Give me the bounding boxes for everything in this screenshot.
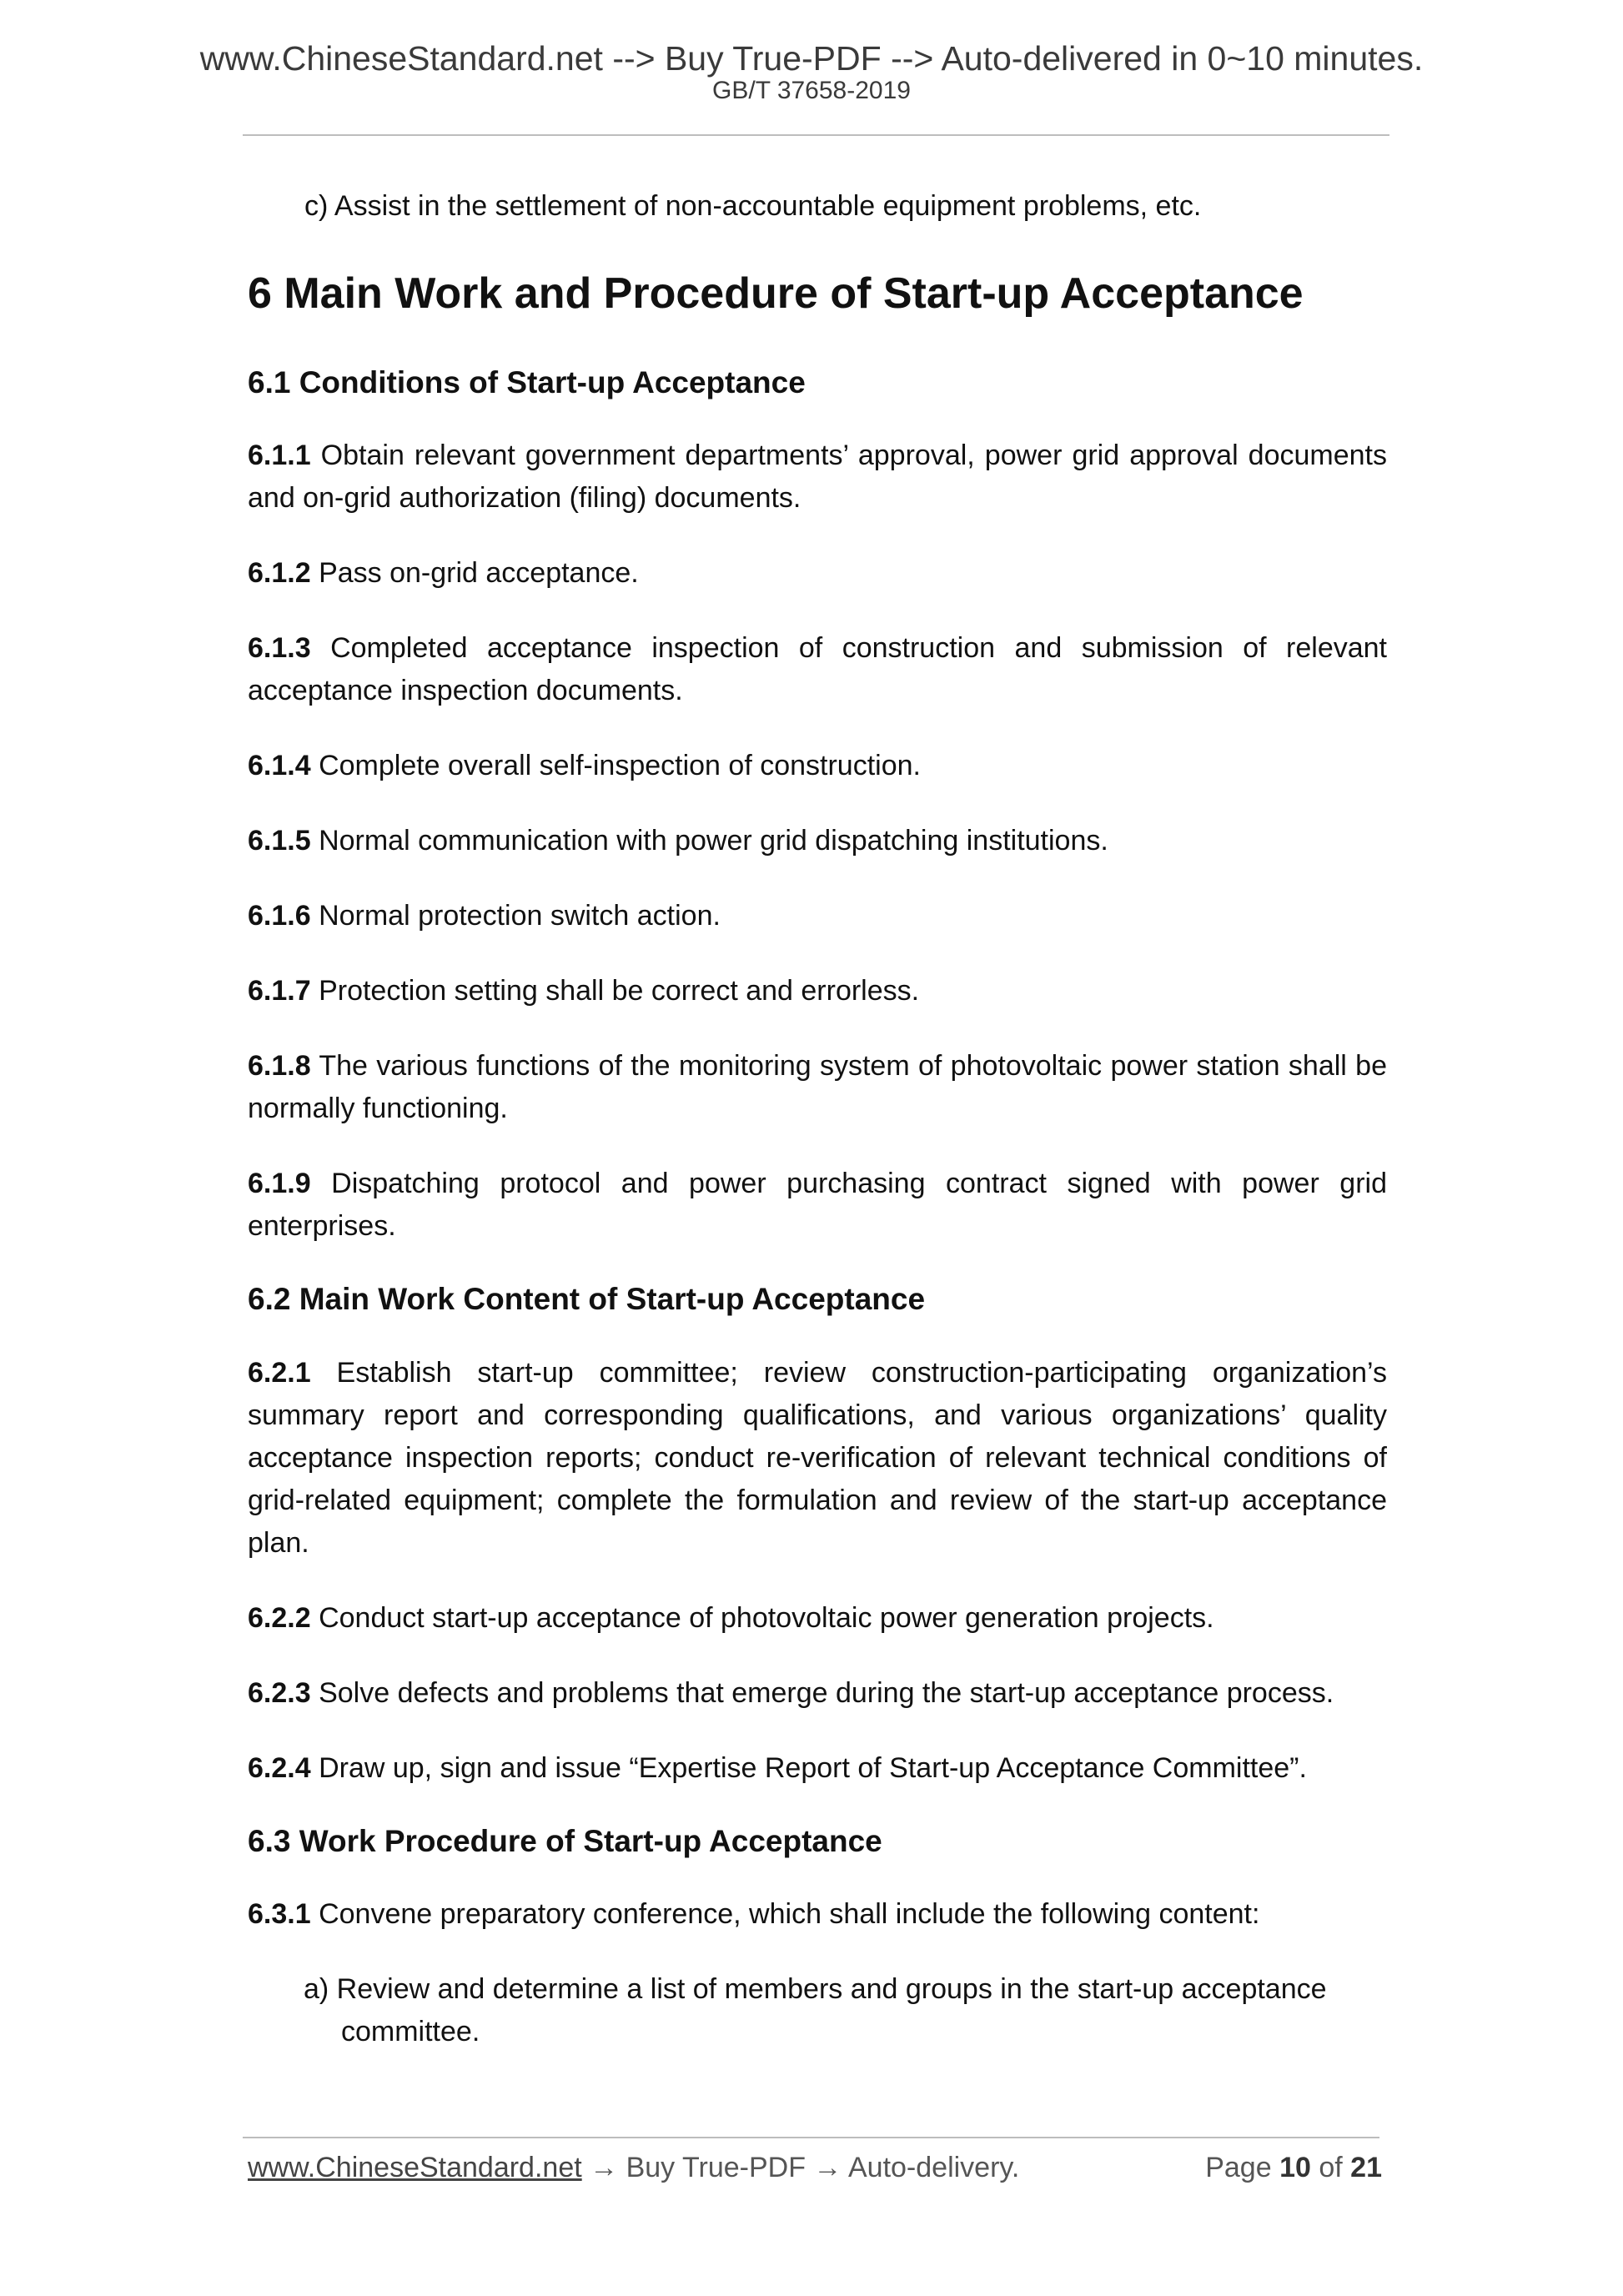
list-item-a: a) Review and determine a list of members and groups in the start-up acceptance committee. (304, 1972, 1327, 2047)
clause-6-3-1: 6.3.1 Convene preparatory conference, which shall include the following content: (248, 1897, 1260, 1930)
clause-6-1-1: 6.1.1 Obtain relevant government departments’ approval, power grid approval documents and on-grid authorization (filing) documents. (248, 440, 1387, 515)
page-indicator: Page 10 of 21 (1205, 2152, 1382, 2183)
footer-tagline: → Buy True-PDF → Auto-delivery. (581, 2152, 1020, 2183)
clause-6-1-3: 6.1.3 Completed acceptance inspection of construction and submission of relevant acceptance inspection documents. (248, 632, 1387, 707)
section-6-1-heading: 6.1 Conditions of Start-up Acceptance (248, 365, 806, 400)
clause-6-2-1: 6.2.1 Establish start-up committee; review construction-participating organization’s summary report and corresponding qualifications, and various organizations’ quality acceptance inspection reports; conduct re-verification of relevant technical conditions of grid-related equipment; complete the formulation and review of the start-up acceptance plan. (248, 1356, 1387, 1559)
clause-6-1-6: 6.1.6 Normal protection switch action. (248, 900, 721, 932)
page-number: 10 (1279, 2152, 1311, 2183)
clause-6-2-4: 6.2.4 Draw up, sign and issue “Expertise Report of Start-up Acceptance Committee”. (248, 1751, 1307, 1784)
list-item-c: c) Assist in the settlement of non-accountable equipment problems, etc. (304, 190, 1202, 222)
footer-site-link[interactable]: www.ChineseStandard.net (248, 2152, 582, 2183)
page-footer (248, 2153, 1382, 2182)
clause-6-1-2: 6.1.2 Pass on-grid acceptance. (248, 557, 639, 590)
clause-6-2-2: 6.2.2 Conduct start-up acceptance of photovoltaic power generation projects. (248, 1601, 1214, 1634)
section-6-3-heading: 6.3 Work Procedure of Start-up Acceptance (248, 1823, 882, 1858)
footer-divider (243, 2137, 1379, 2138)
clause-6-1-5: 6.1.5 Normal communication with power grid dispatching institutions. (248, 825, 1108, 857)
page-content (248, 185, 1387, 2053)
section-6-heading: 6 Main Work and Procedure of Start-up Acceptance (248, 269, 1304, 318)
document-id: GB/T 37658-2019 (712, 77, 911, 104)
clause-6-1-8: 6.1.8 The various functions of the monitoring system of photovoltaic power station shall be normally functioning. (248, 1050, 1387, 1125)
clause-6-1-9: 6.1.9 Dispatching protocol and power purchasing contract signed with power grid enterprises. (248, 1168, 1387, 1243)
page-total: 21 (1350, 2152, 1382, 2183)
header-divider (243, 134, 1389, 136)
clause-6-1-7: 6.1.7 Protection setting shall be correct and errorless. (248, 975, 920, 1007)
section-6-2-heading: 6.2 Main Work Content of Start-up Acceptance (248, 1282, 926, 1317)
clause-6-2-3: 6.2.3 Solve defects and problems that emerge during the start-up acceptance process. (248, 1676, 1334, 1709)
clause-6-1-4: 6.1.4 Complete overall self-inspection of construction. (248, 750, 921, 782)
site-banner: www.ChineseStandard.net --> Buy True-PDF --> Auto-delivered in 0~10 minutes. (199, 39, 1424, 78)
